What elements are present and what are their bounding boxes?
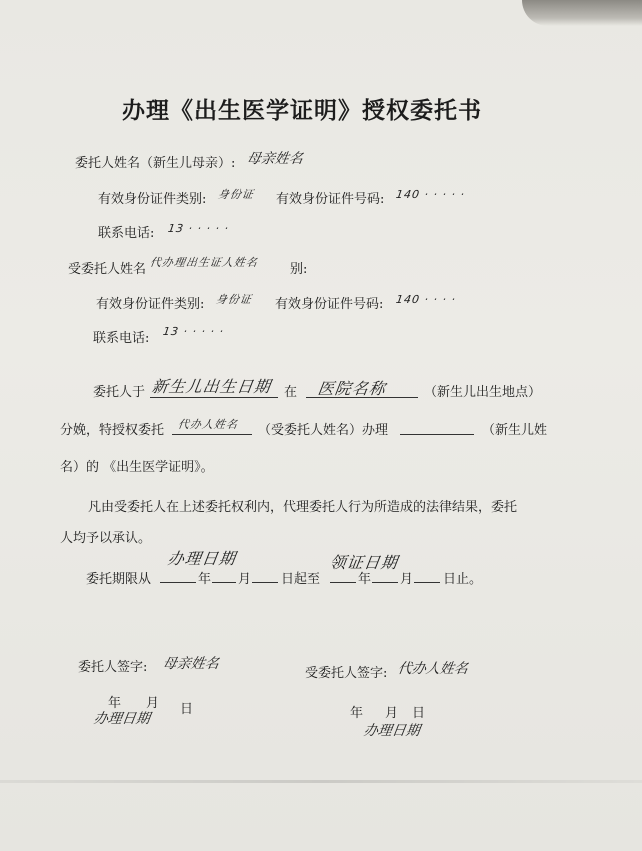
period-end-year-line [330, 582, 356, 583]
period-label: 委托期限从 [86, 572, 152, 587]
left-date-day: 日 [180, 702, 194, 717]
period-from-label: 日起至 [281, 572, 321, 587]
period-end-month-line [372, 582, 398, 583]
para1-text-7: 名）的 《出生医学证明》。 [60, 460, 214, 475]
left-date-month: 月 [146, 696, 160, 711]
right-date-year: 年 [350, 706, 364, 721]
period-start-month-line [212, 582, 236, 583]
principal-signature: 母亲姓名 [161, 656, 220, 672]
principal-phone-value: 13 · · · · · [167, 222, 230, 235]
paper-fold-line [0, 780, 642, 783]
agent-phone-label: 联系电话: [93, 331, 150, 346]
agent-name-label-end: 别: [290, 262, 308, 277]
left-date-value: 办理日期 [92, 711, 151, 727]
principal-name-label: 委托人姓名（新生儿母亲）: [75, 156, 236, 171]
agent-id-number-value: 140 · · · · [395, 293, 457, 306]
period-start-month-label: 月 [238, 572, 252, 587]
principal-id-number-label: 有效身份证件号码: [276, 192, 385, 207]
birth-date-value: 新生儿出生日期 [150, 377, 273, 396]
para1-text-1: 委托人于 [93, 385, 146, 400]
period-end-label: 日止。 [443, 572, 483, 587]
agent-id-type-value: 身份证 [215, 293, 253, 306]
left-date-year: 年 [108, 696, 122, 711]
page-title: 办理《出生医学证明》授权委托书 [122, 97, 482, 124]
hospital-underline [306, 397, 418, 398]
period-end-value: 领证日期 [328, 553, 400, 572]
hospital-value: 医院名称 [316, 379, 388, 398]
period-end-month-label: 月 [400, 572, 414, 587]
para1-text-6: （新生儿姓 [482, 423, 548, 438]
principal-id-number-value: 140 · · · · · [395, 188, 466, 201]
agent-ref-value: 代办人姓名 [177, 418, 239, 431]
para1-text-2: 在 [284, 385, 298, 400]
period-start-value: 办理日期 [166, 549, 238, 568]
agent-id-number-label: 有效身份证件号码: [275, 297, 384, 312]
principal-name-value: 母亲姓名 [245, 151, 304, 167]
principal-id-type-value: 身份证 [217, 188, 255, 201]
principal-signature-label: 委托人签字: [78, 660, 148, 675]
agent-id-type-label: 有效身份证件类别: [96, 297, 205, 312]
principal-id-type-label: 有效身份证件类别: [98, 192, 207, 207]
para1-text-5: （受委托人姓名）办理 [258, 423, 389, 438]
period-end-day-line [414, 582, 440, 583]
period-end-year-label: 年 [358, 572, 372, 587]
para2-line-2: 人均予以承认。 [60, 531, 152, 546]
agent-signature: 代办人姓名 [396, 661, 469, 677]
newborn-name-underline [400, 434, 474, 435]
para2-line-1: 凡由受委托人在上述委托权利内，代理委托人行为所造成的法律结果，委托 [88, 500, 518, 515]
period-start-year-label: 年 [198, 572, 212, 587]
agent-name-label-start: 受委托人姓名 [68, 262, 147, 277]
para1-text-4: 分娩，特授权委托 [60, 423, 165, 438]
right-date-value: 办理日期 [362, 723, 421, 739]
page-corner-shadow [522, 0, 642, 26]
agent-signature-label: 受委托人签字: [305, 666, 388, 681]
period-start-day-line [252, 582, 278, 583]
period-start-year-line [160, 582, 196, 583]
agent-name-value: 代办理出生证人姓名 [149, 256, 259, 269]
para1-text-3: （新生儿出生地点） [424, 385, 542, 400]
right-date-month: 月 [385, 706, 399, 721]
birth-date-underline [150, 397, 278, 398]
agent-phone-value: 13 · · · · · [162, 325, 225, 338]
agent-ref-underline [172, 434, 252, 435]
right-date-day: 日 [412, 706, 426, 721]
principal-phone-label: 联系电话: [98, 226, 155, 241]
